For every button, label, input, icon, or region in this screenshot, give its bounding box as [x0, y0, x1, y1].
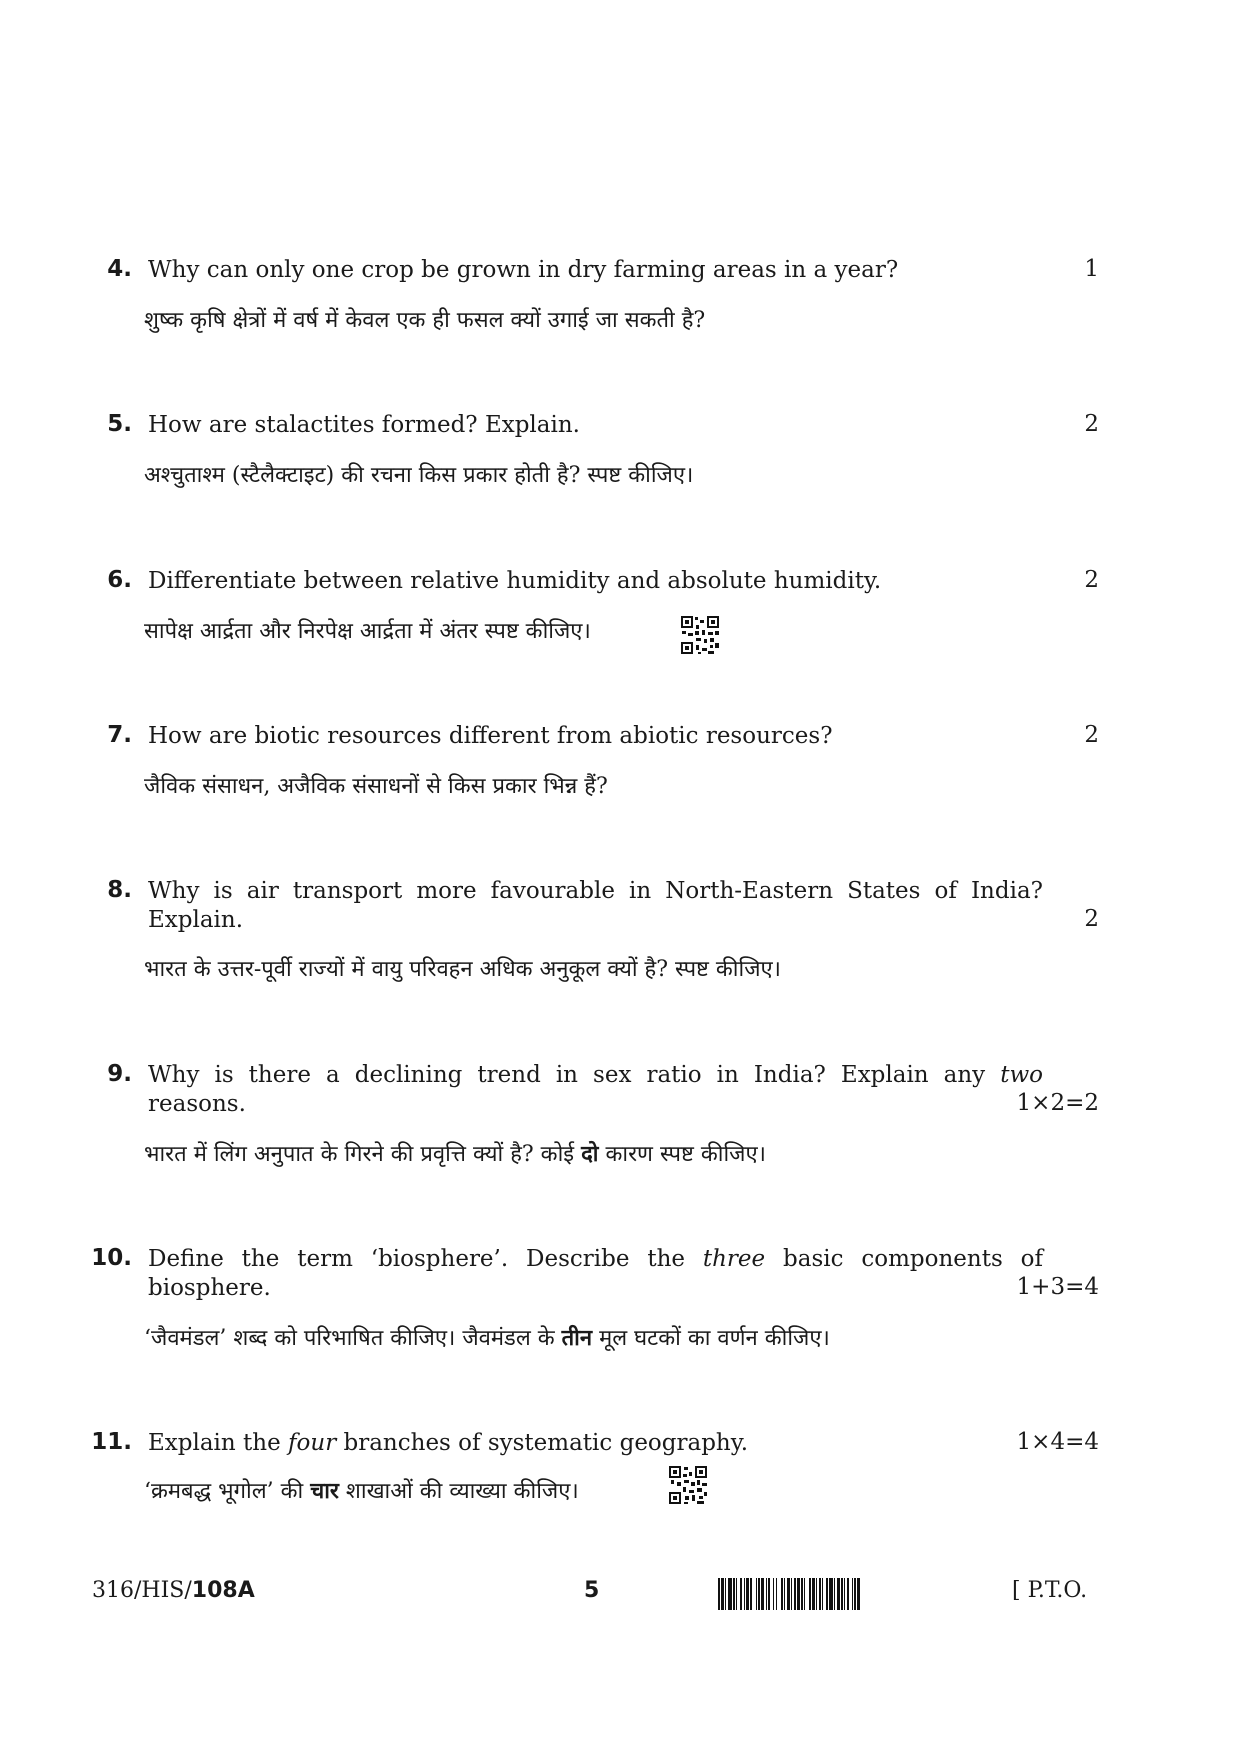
- page-footer: [0, 1578, 1242, 1618]
- emphasis: three: [702, 1246, 766, 1272]
- question-text-line-1: Define the term ‘biosphere’. Describe the: [148, 1246, 685, 1272]
- hindi-bold: तीन: [561, 1325, 593, 1351]
- emphasis: four: [288, 1430, 337, 1456]
- question-text-hindi: सापेक्ष आर्द्रता और निरपेक्ष आर्द्रता में अंतर स्पष्ट कीजिए।: [144, 619, 591, 644]
- question-text-line-2: reasons.: [148, 1091, 246, 1117]
- question-text-english: Why can only one crop be grown in dry farming areas in a year?: [148, 257, 899, 283]
- question-text-english: [148, 1061, 1043, 1119]
- marks: 2: [1084, 722, 1099, 748]
- question-number: 7.: [107, 722, 132, 748]
- question-text: Explain the: [148, 1430, 281, 1456]
- question-text-english: How are biotic resources different from abiotic resources?: [148, 723, 833, 749]
- question-text-hindi: अश्चुताश्म (स्टैलैक्टाइट) की रचना किस प्रकार होती है? स्पष्ट कीजिए।: [144, 463, 694, 488]
- question-text-english: [148, 1245, 1043, 1303]
- question-number: 6.: [107, 567, 132, 593]
- question-text-line-1b: basic components of: [783, 1246, 1043, 1272]
- question-text-hindi: भारत के उत्तर-पूर्वी राज्यों में वायु परिवहन अधिक अनुकूल क्यों है? स्पष्ट कीजिए।: [144, 957, 782, 982]
- hindi-bold: दो: [581, 1141, 599, 1167]
- hindi-text: ‘जैवमंडल’ शब्द को परिभाषित कीजिए। जैवमंडल के: [144, 1326, 555, 1351]
- emphasis: two: [1000, 1062, 1044, 1088]
- marks: 1×2=2: [1016, 1090, 1099, 1116]
- question-text-line-2: Explain.: [148, 907, 244, 933]
- question-text-english: Differentiate between relative humidity and absolute humidity.: [148, 568, 882, 594]
- question-text-english: [148, 877, 1043, 935]
- question-text-line-2: biosphere.: [148, 1275, 271, 1301]
- hindi-text: ‘क्रमबद्ध भूगोल’ की: [144, 1479, 304, 1504]
- question-number: 11.: [91, 1429, 132, 1455]
- question-text-english: [148, 1429, 1043, 1458]
- marks: 2: [1084, 411, 1099, 437]
- question-text: branches of systematic geography.: [343, 1430, 748, 1456]
- marks: 2: [1084, 567, 1099, 593]
- question-number: 10.: [91, 1245, 132, 1271]
- hindi-text: मूल घटकों का वर्णन कीजिए।: [599, 1326, 830, 1351]
- hindi-text: कारण स्पष्ट कीजिए।: [605, 1142, 766, 1167]
- question-text-english: How are stalactites formed? Explain.: [148, 412, 580, 438]
- question-text-hindi: [144, 1476, 579, 1507]
- page-number: 5: [584, 1578, 600, 1603]
- marks: 1+3=4: [1016, 1274, 1099, 1300]
- question-text-hindi: जैविक संसाधन, अजैविक संसाधनों से किस प्रकार भिन्न हैं?: [144, 774, 608, 799]
- question-text-hindi: [144, 1139, 766, 1170]
- marks: 2: [1084, 906, 1099, 932]
- barcode-icon: [718, 1578, 994, 1610]
- hindi-text: भारत में लिंग अनुपात के गिरने की प्रवृत्ति क्यों है? कोई: [144, 1142, 575, 1167]
- question-text-hindi: शुष्क कृषि क्षेत्रों में वर्ष में केवल एक ही फसल क्यों उगाई जा सकती है?: [144, 308, 706, 333]
- question-number: 9.: [107, 1061, 132, 1087]
- hindi-text: शाखाओं की व्याख्या कीजिए।: [345, 1479, 579, 1504]
- question-text-line-1: Why is there a declining trend in sex ratio in India? Explain any: [148, 1062, 986, 1088]
- paper-code-prefix: 316/HIS/: [92, 1578, 192, 1603]
- paper-code: [92, 1578, 255, 1603]
- question-text-hindi: [144, 1323, 830, 1354]
- marks: 1×4=4: [1016, 1429, 1099, 1455]
- question-text-line-1: Why is air transport more favourable in North-Eastern States of India?: [148, 878, 1043, 904]
- question-number: 8.: [107, 877, 132, 903]
- marks: 1: [1084, 256, 1099, 282]
- question-number: 5.: [107, 411, 132, 437]
- hindi-bold: चार: [310, 1478, 339, 1504]
- pto-label: [ P.T.O.: [1012, 1578, 1088, 1603]
- qr-code-icon: [668, 1465, 708, 1505]
- question-number: 4.: [107, 256, 132, 282]
- paper-code-suffix: 108A: [191, 1578, 255, 1603]
- qr-code-icon: [680, 615, 720, 655]
